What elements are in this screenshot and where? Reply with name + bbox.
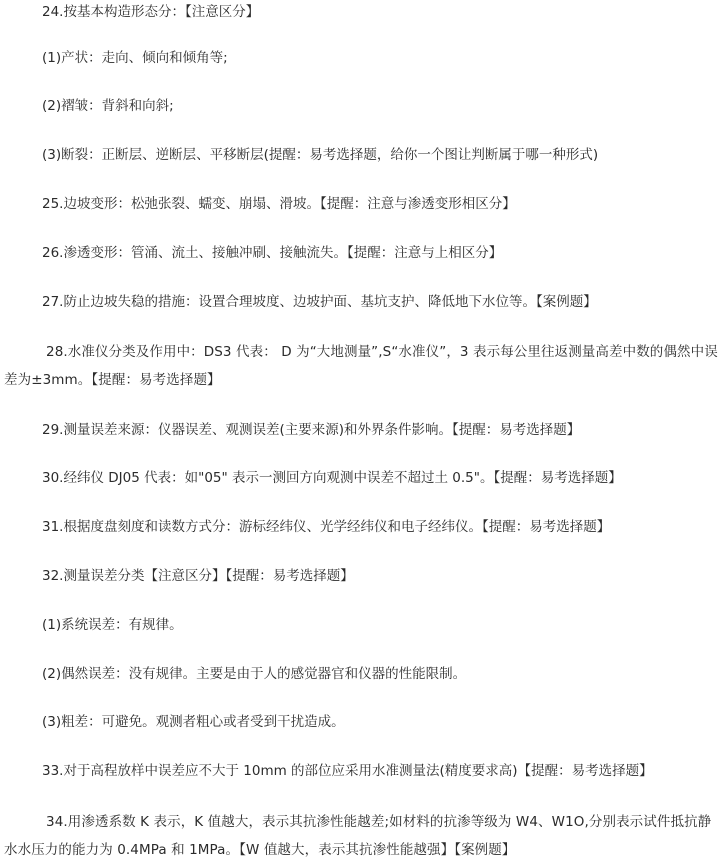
text-line-32-3: (3)粗差：可避免。观测者粗心或者受到干扰造成。 xyxy=(42,714,345,730)
text-line-29: 29.测量误差来源：仪器误差、观测误差(主要来源)和外界条件影响。【提醒：易考选择题】 xyxy=(42,422,581,438)
text-paragraph-28: 28.水准仪分类及作用中：DS3 代表： D 为“大地测量”,S“水准仪”，3 表示每公里往返测量高差中数的偶然中误差为±3mm。【提醒：易考选择题】 xyxy=(4,344,718,388)
text-line-25: 25.边坡变形：松弛张裂、蠕变、崩塌、滑坡。【提醒：注意与渗透变形相区分】 xyxy=(42,196,516,212)
text-line-24: 24.按基本构造形态分：【注意区分】 xyxy=(42,4,260,20)
text-line-32-1: (1)系统误差：有规律。 xyxy=(42,617,183,633)
text-line-24-3: (3)断裂：正断层、逆断层、平移断层(提醒：易考选择题，给你一个图让判断属于哪一种形式) xyxy=(42,147,599,163)
text-line-27: 27.防止边坡失稳的措施：设置合理坡度、边坡护面、基坑支护、降低地下水位等。【案例题】 xyxy=(42,294,597,310)
text-line-32: 32.测量误差分类【注意区分】【提醒：易考选择题】 xyxy=(42,568,354,584)
text-paragraph-34: 34.用渗透系数 K 表示，K 值越大，表示其抗渗性能越差;如材料的抗渗等级为 W4、W1O,分别表示试件抵抗静水水压力的能力为 0.4MPa 和 1MPa。【W 值越大，表示其抗渗性能越强】【案例题】 xyxy=(4,814,712,858)
text-line-26: 26.渗透变形：管涌、流土、接触冲刷、接触流失。【提醒：注意与上相区分】 xyxy=(42,245,503,261)
text-line-31: 31.根据度盘刻度和读数方式分：游标经纬仪、光学经纬仪和电子经纬仪。【提醒：易考选择题】 xyxy=(42,519,611,535)
text-line-24-2: (2)褶皱：背斜和向斜; xyxy=(42,98,174,114)
text-line-30: 30.经纬仪 DJ05 代表：如"05" 表示一测回方向观测中误差不超过土 0.5"。【提醒：易考选择题】 xyxy=(42,470,622,486)
text-line-24-1: (1)产状：走向、倾向和倾角等; xyxy=(42,50,228,66)
text-line-33: 33.对于高程放样中误差应不大于 10mm 的部位应采用水准测量法(精度要求高)【提醒：易考选择题】 xyxy=(42,763,653,779)
text-line-32-2: (2)偶然误差：没有规律。主要是由于人的感觉器官和仪器的性能限制。 xyxy=(42,666,467,682)
